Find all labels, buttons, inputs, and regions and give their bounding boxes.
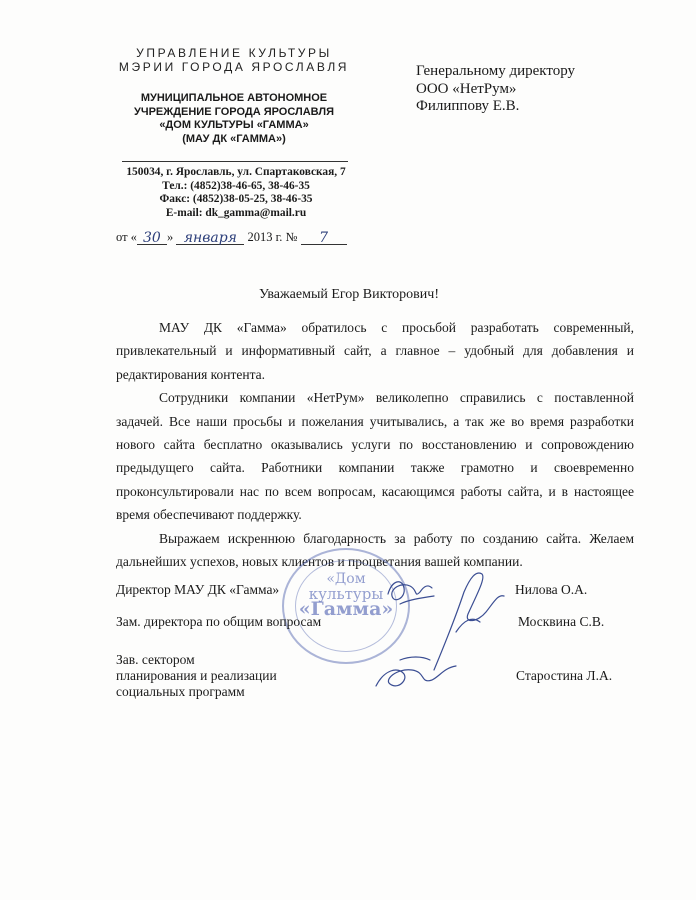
institution-line: (МАУ ДК «ГАММА») (182, 132, 286, 145)
body-paragraph: Выражаем искреннюю благодарность за работу по созданию сайта. Желаем дальнейших успехов, новых клиентов и процветания вашей компании. (116, 530, 634, 570)
institution-line: «ДОМ КУЛЬТУРЫ «ГАММА» (159, 119, 309, 131)
reference-month-field (176, 230, 244, 245)
letterhead-org-line2: МЭРИИ ГОРОДА ЯРОСЛАВЛЯ (118, 60, 350, 74)
letterhead-org-line1: УПРАВЛЕНИЕ КУЛЬТУРЫ (136, 46, 332, 60)
recipient-line1: Генеральному директору (416, 63, 576, 79)
letterhead-address: 150034, г. Ярославль, ул. Спартаковская, 7 (126, 166, 346, 178)
recipient-line3: Филиппову Е.В. (416, 98, 520, 114)
body-paragraph: Сотрудники компании «НетРум» великолепно справились с поставленной задачей. Все наши просьбы и пожелания учитывались, а так же во время разработки нового сайта бесплатно оказывались услуги по восстановлению и сопровождению предыдущего сайта. Работники компании также грамотно и своевременно проконсультировали нас по всем вопросам, касающимся работы сайта, и в настоящее время обеспечивают поддержку. (116, 390, 634, 523)
recipient-block (416, 63, 575, 116)
signature-name: Москвина С.В. (518, 614, 605, 629)
letterhead-fax: Факс: (4852)38-05-25, 38-46-35 (159, 193, 313, 206)
reference-number: 7 (319, 230, 329, 246)
body-paragraph: МАУ ДК «Гамма» обратилось с просьбой разработать современный, привлекательный и информативный сайт, а главное – удобный для добавления и редактирования контента. (116, 320, 634, 382)
signature-position: Зам. директора по общим вопросам (116, 614, 322, 629)
reference-prefix: от « (116, 230, 137, 244)
signature-sector-head (370, 650, 460, 696)
letterhead (96, 46, 372, 146)
signature-position-line: планирования и реализации (116, 668, 277, 683)
letterhead-phone: Тел.: (4852)38-46-65, 38-46-35 (162, 179, 310, 192)
signature-position-line: социальных программ (116, 684, 245, 699)
salutation: Уважаемый Егор Викторович! (259, 287, 439, 302)
letterhead-contacts (118, 166, 354, 220)
reference-day: 30 (143, 230, 161, 246)
recipient-line2: ООО «НетРум» (416, 80, 517, 97)
letterhead-institution (96, 92, 372, 146)
stamp-line1: «Дом (326, 571, 366, 587)
reference-line (116, 230, 347, 245)
institution-line: УЧРЕЖДЕНИЕ ГОРОДА ЯРОСЛАВЛЯ (134, 105, 334, 118)
stamp-line2: культуры (308, 585, 384, 603)
signature-name: Старостина Л.А. (516, 668, 613, 683)
reference-day-field (137, 230, 167, 245)
stamp-line3: «Гамма» (298, 598, 394, 620)
signature-position: Директор МАУ ДК «Гамма» (116, 582, 280, 597)
signature-position-multiline (116, 652, 277, 700)
reference-mid: » (166, 230, 174, 244)
reference-number-field (301, 230, 347, 245)
institution-line: МУНИЦИПАЛЬНОЕ АВТОНОМНОЕ (140, 92, 328, 104)
reference-year-text: 2013 г. № (247, 230, 298, 244)
letterhead-divider (122, 161, 348, 162)
reference-month: января (183, 230, 237, 246)
letterhead-email: E-mail: dk_gamma@mail.ru (165, 206, 307, 219)
signature-name: Нилова О.А. (515, 582, 588, 597)
letter-body (116, 316, 634, 573)
signature-position-line: Зав. сектором (116, 652, 195, 667)
